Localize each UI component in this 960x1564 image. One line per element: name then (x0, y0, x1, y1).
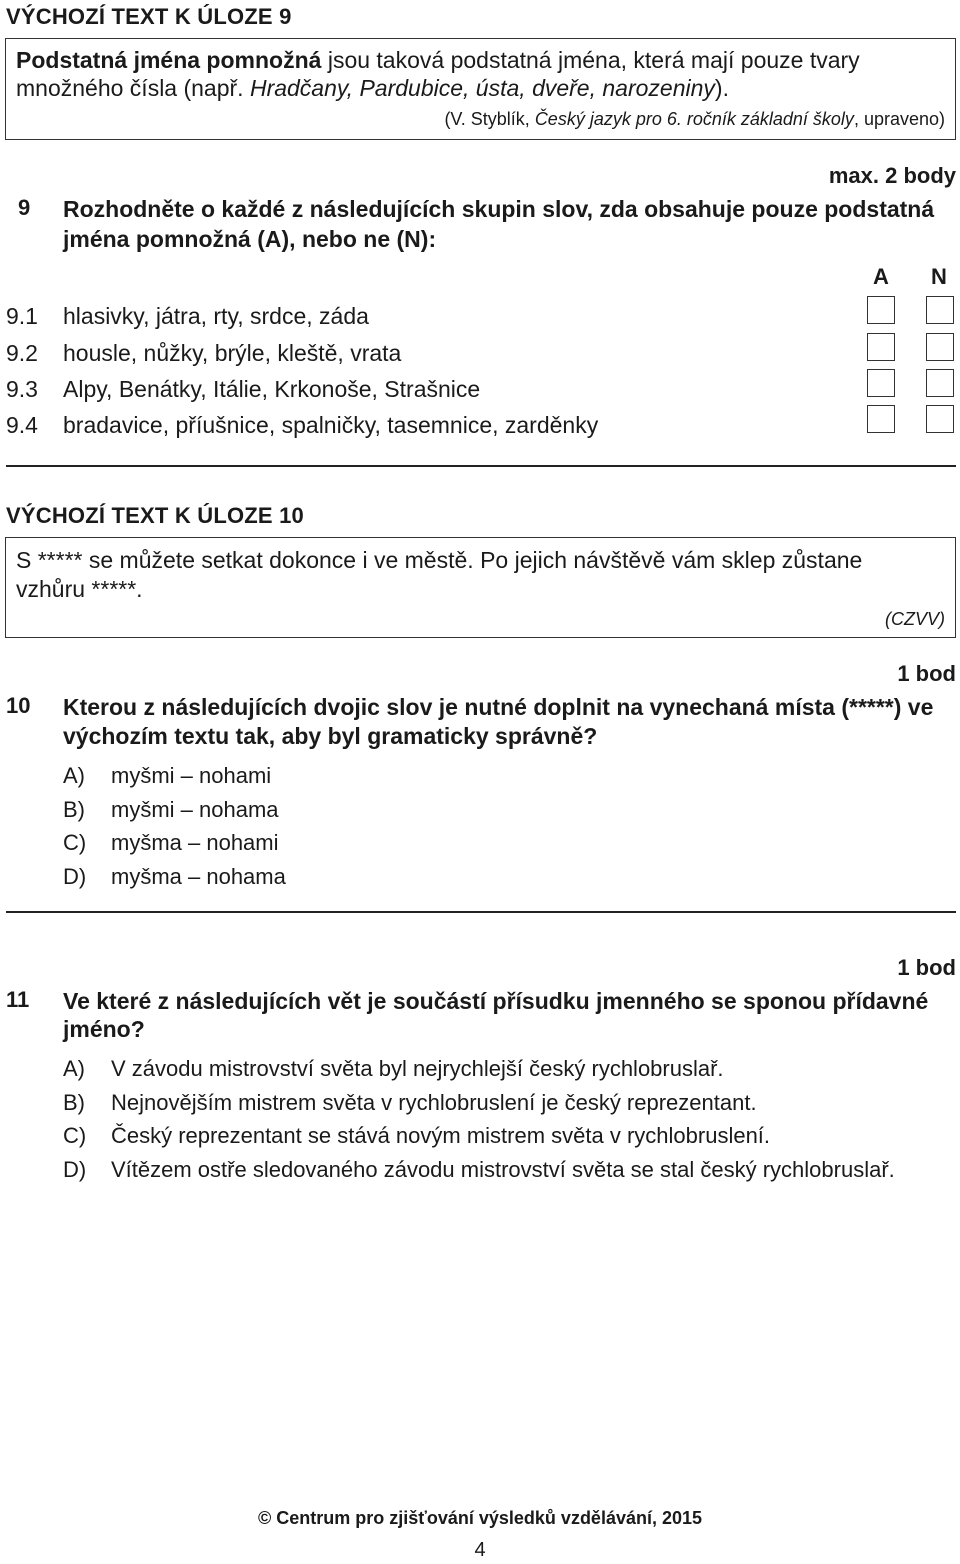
source-text-line-1 (16, 46, 860, 75)
option-10-a-text: myšmi – nohami (111, 763, 272, 788)
option-10-a[interactable] (63, 762, 85, 790)
points-label-9: max. 2 body (828, 163, 956, 188)
question-9-line-1: Rozhodněte o každé z následujících skupin slov, zda obsahuje pouze podstatná (63, 196, 935, 222)
source-citation (444, 109, 945, 130)
option-10-b-text: myšmi – nohama (111, 797, 279, 822)
section-divider-1 (6, 465, 956, 467)
examples-italic: Hradčany, Pardubice, ústa, dveře, narozeniny (249, 75, 715, 101)
checkbox-9-2-a[interactable] (867, 333, 895, 361)
option-letter: D) (63, 864, 87, 889)
example-intro: množného čísla (např. (16, 75, 250, 101)
option-letter: B) (63, 1090, 85, 1115)
question-10-line-1: Kterou z následujících dvojic slov je nutné doplnit na vynechaná místa (*****) ve (63, 694, 934, 720)
item-9-2-text: housle, nůžky, brýle, kleště, vrata (63, 340, 402, 366)
question-number-11: 11 (6, 987, 30, 1012)
option-11-b-text: Nejnovějším mistrem světa v rychlobruslení je český reprezentant. (111, 1090, 757, 1115)
option-11-d-text: Vítězem ostře sledovaného závodu mistrovství světa se stal český rychlobruslař. (111, 1157, 895, 1182)
footer-copyright: © Centrum pro zjišťování výsledků vzdělávání, 2015 (257, 1508, 703, 1528)
option-11-a-text: V závodu mistrovství světa byl nejrychlejší český rychlobruslař. (111, 1056, 724, 1081)
points-label-10: 1 bod (897, 661, 956, 686)
option-letter: C) (63, 1123, 87, 1148)
option-10-d-text: myšma – nohama (111, 864, 286, 889)
source-10-line-2: vzhůru *****. (16, 576, 143, 602)
option-10-b[interactable] (63, 796, 85, 824)
question-number-9: 9 (18, 195, 31, 220)
section-9-heading: VÝCHOZÍ TEXT K ÚLOZE 9 (6, 4, 292, 29)
source-text-box-10 (5, 537, 956, 638)
item-9-4-text: bradavice, příušnice, spalničky, tasemnice, zarděnky (63, 412, 599, 438)
source-citation-10: (CZVV) (885, 609, 945, 629)
option-10-d[interactable] (63, 863, 86, 891)
column-a-label: A (873, 264, 889, 289)
checkbox-9-4-a[interactable] (867, 405, 895, 433)
checkbox-9-3-n[interactable] (926, 369, 954, 397)
citation-author: (V. Styblík, (444, 109, 535, 129)
option-10-c[interactable] (63, 829, 86, 857)
item-9-1-text: hlasivky, játra, rty, srdce, záda (63, 303, 369, 329)
option-11-c-text: Český reprezentant se stává novým mistrem světa v rychlobruslení. (111, 1123, 771, 1148)
item-9-1-number: 9.1 (6, 303, 38, 329)
option-letter: A) (63, 763, 85, 788)
option-11-a[interactable] (63, 1055, 85, 1083)
points-label-11: 1 bod (897, 955, 956, 980)
page-number: 4 (474, 1539, 486, 1561)
term-bold: Podstatná jména pomnožná (16, 47, 322, 73)
item-9-3-number: 9.3 (6, 376, 38, 402)
checkbox-9-1-n[interactable] (926, 296, 954, 324)
item-9-3-text: Alpy, Benátky, Itálie, Krkonoše, Strašnice (63, 376, 481, 402)
example-end: ). (714, 75, 729, 101)
checkbox-9-3-a[interactable] (867, 369, 895, 397)
question-11-line-1: Ve které z následujících vět je součástí přísudku jmenného se sponou přídavné (63, 988, 929, 1014)
citation-book: Český jazyk pro 6. ročník základní školy (534, 109, 854, 129)
source-text-line-2 (16, 74, 729, 103)
question-number-10: 10 (6, 693, 31, 718)
option-11-c[interactable] (63, 1122, 86, 1150)
source-text-box-9 (5, 38, 956, 140)
section-10-heading: VÝCHOZÍ TEXT K ÚLOZE 10 (6, 503, 304, 528)
option-letter: B) (63, 797, 85, 822)
option-letter: D) (63, 1157, 87, 1182)
option-11-d[interactable] (63, 1156, 86, 1184)
question-11-line-2: jméno? (63, 1016, 145, 1042)
column-n-label: N (931, 264, 947, 289)
item-9-2-number: 9.2 (6, 340, 38, 366)
section-divider-2 (6, 911, 956, 913)
option-10-c-text: myšma – nohami (111, 830, 279, 855)
option-11-b[interactable] (63, 1089, 85, 1117)
definition-text: jsou taková podstatná jména, která mají pouze tvary (321, 47, 860, 73)
option-letter: A) (63, 1056, 85, 1081)
option-letter: C) (63, 830, 87, 855)
checkbox-9-4-n[interactable] (926, 405, 954, 433)
checkbox-9-1-a[interactable] (867, 296, 895, 324)
item-9-4-number: 9.4 (6, 412, 38, 438)
checkbox-9-2-n[interactable] (926, 333, 954, 361)
citation-note: , upraveno) (853, 109, 945, 129)
question-9-line-2: jména pomnožná (A), nebo ne (N): (63, 226, 437, 252)
source-10-line-1: S ***** se můžete setkat dokonce i ve městě. Po jejich návštěvě vám sklep zůstane (16, 547, 863, 573)
question-10-line-2: výchozím textu tak, aby byl gramaticky správně? (63, 723, 598, 749)
